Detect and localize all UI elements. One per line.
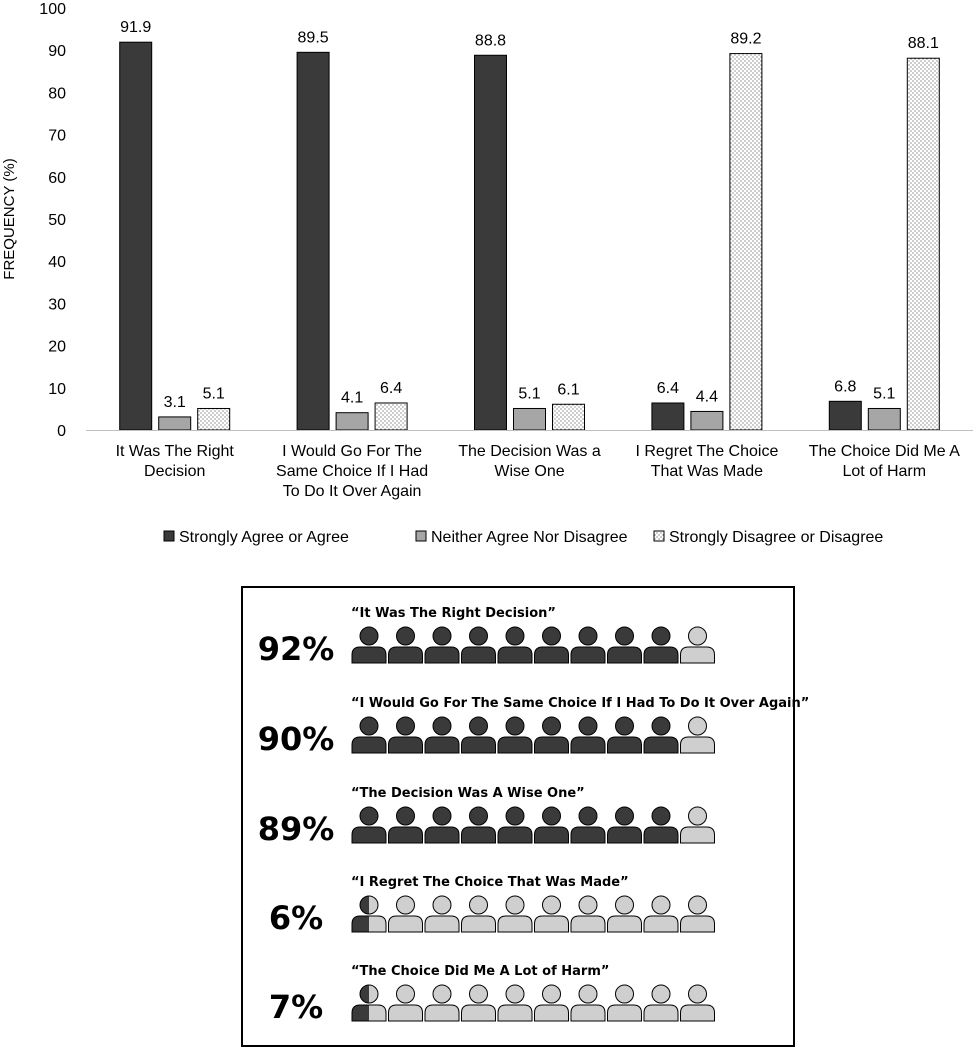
person-icon xyxy=(571,807,605,843)
infographic-percent: 7% xyxy=(268,988,324,1026)
person-icon xyxy=(498,807,532,843)
person-icon xyxy=(352,807,386,843)
bar xyxy=(553,404,585,430)
person-icon xyxy=(352,985,386,1021)
bar xyxy=(475,55,507,430)
y-axis-title: FREQUENCY (%) xyxy=(1,158,18,280)
bar xyxy=(375,403,407,430)
person-icon xyxy=(644,807,678,843)
person-icon xyxy=(462,985,496,1021)
person-icon xyxy=(644,627,678,663)
person-icon xyxy=(498,985,532,1021)
person-icon xyxy=(425,985,459,1021)
person-icons xyxy=(351,716,716,754)
data-label: 6.1 xyxy=(557,381,580,399)
bar xyxy=(829,401,861,430)
y-tick-label: 40 xyxy=(48,254,66,272)
person-icon xyxy=(681,985,715,1021)
person-icon xyxy=(462,807,496,843)
infographic-statement: “The Decision Was A Wise One” xyxy=(351,786,585,801)
people-infographic xyxy=(241,586,810,1047)
data-label: 5.1 xyxy=(518,385,541,403)
person-icon xyxy=(535,717,569,753)
y-tick-label: 80 xyxy=(48,85,66,103)
data-label: 89.2 xyxy=(730,30,762,48)
bar xyxy=(297,52,329,430)
person-icon xyxy=(389,807,423,843)
bar xyxy=(514,408,546,430)
person-icon xyxy=(608,985,642,1021)
person-icon xyxy=(352,717,386,753)
person-icons xyxy=(351,895,716,933)
person-icon xyxy=(352,896,386,932)
data-label: 5.1 xyxy=(202,385,225,403)
y-tick-label: 100 xyxy=(39,1,66,18)
person-icon xyxy=(608,627,642,663)
person-icon xyxy=(535,627,569,663)
infographic-percent: 92% xyxy=(257,630,335,668)
person-icon xyxy=(608,896,642,932)
legend-label: Strongly Disagree or Disagree xyxy=(669,529,884,546)
x-axis xyxy=(86,431,973,501)
bar xyxy=(120,42,152,430)
person-icon xyxy=(425,717,459,753)
person-icon xyxy=(352,627,386,663)
person-icon xyxy=(425,807,459,843)
person-icons xyxy=(351,626,716,664)
infographic-row xyxy=(243,964,793,1044)
bar xyxy=(652,403,684,430)
person-icon xyxy=(681,717,715,753)
person-icon xyxy=(389,896,423,932)
y-tick-label: 50 xyxy=(48,212,66,229)
infographic-row xyxy=(243,606,793,686)
bar xyxy=(159,417,191,430)
person-icon xyxy=(462,717,496,753)
infographic-statement: “It Was The Right Decision” xyxy=(351,606,556,621)
person-icon xyxy=(644,985,678,1021)
person-icon xyxy=(571,985,605,1021)
x-tick-label: The Decision Was a Wise One xyxy=(458,443,601,480)
person-icon xyxy=(535,807,569,843)
person-icon xyxy=(389,717,423,753)
legend xyxy=(164,529,883,546)
legend-label: Strongly Agree or Agree xyxy=(179,529,349,546)
person-icon xyxy=(498,896,532,932)
person-icon xyxy=(389,627,423,663)
infographic-statement: “I Would Go For The Same Choice If I Had To Do It Over Again” xyxy=(351,696,810,711)
person-icon xyxy=(608,807,642,843)
bar xyxy=(691,411,723,430)
person-icon xyxy=(498,717,532,753)
person-icon xyxy=(425,627,459,663)
bar xyxy=(868,408,900,430)
infographic-percent: 89% xyxy=(257,810,335,848)
person-icon xyxy=(535,985,569,1021)
y-tick-label: 20 xyxy=(48,338,66,356)
person-icon xyxy=(571,896,605,932)
y-tick-label: 0 xyxy=(57,423,66,440)
bar xyxy=(198,408,230,430)
person-icons xyxy=(351,806,716,844)
person-icon xyxy=(498,627,532,663)
person-icon xyxy=(681,807,715,843)
person-icons xyxy=(351,984,716,1022)
infographic-row xyxy=(243,786,793,866)
legend-swatch xyxy=(654,531,664,541)
person-icon xyxy=(571,627,605,663)
data-label: 3.1 xyxy=(163,393,186,411)
person-icon xyxy=(571,717,605,753)
person-icon xyxy=(535,896,569,932)
infographic-row xyxy=(243,696,810,776)
person-icon xyxy=(681,896,715,932)
bar xyxy=(907,58,939,430)
infographic-row xyxy=(243,875,793,955)
data-label: 6.8 xyxy=(834,378,857,396)
y-axis xyxy=(1,1,66,440)
bar xyxy=(336,413,368,430)
y-tick-label: 10 xyxy=(48,380,66,398)
infographic-statement: “I Regret The Choice That Was Made” xyxy=(351,875,629,890)
data-label: 6.4 xyxy=(656,379,680,397)
person-icon xyxy=(389,985,423,1021)
person-icon xyxy=(425,896,459,932)
x-tick-label: The Choice Did Me A Lot of Harm xyxy=(808,443,960,480)
person-icon xyxy=(681,627,715,663)
x-tick-label: I Would Go For The Same Choice If I Had To Do It Over Again xyxy=(276,443,429,500)
data-label: 4.1 xyxy=(340,389,364,407)
data-label: 88.8 xyxy=(474,32,507,50)
x-tick-label: It Was The Right Decision xyxy=(115,443,234,480)
person-icon xyxy=(644,896,678,932)
data-label: 5.1 xyxy=(873,385,896,403)
y-tick-label: 60 xyxy=(48,169,66,187)
person-icon xyxy=(462,627,496,663)
legend-swatch xyxy=(164,531,174,541)
y-tick-label: 90 xyxy=(48,43,66,61)
data-label: 6.4 xyxy=(379,379,403,397)
bar xyxy=(730,54,762,430)
person-icon xyxy=(644,717,678,753)
y-tick-label: 30 xyxy=(48,296,66,314)
legend-label: Neither Agree Nor Disagree xyxy=(431,529,628,546)
person-icon xyxy=(462,896,496,932)
infographic-percent: 90% xyxy=(257,720,335,758)
legend-swatch xyxy=(416,531,426,541)
y-tick-label: 70 xyxy=(48,127,66,145)
data-label: 4.4 xyxy=(695,388,719,406)
infographic-statement: “The Choice Did Me A Lot of Harm” xyxy=(351,964,610,979)
person-icon xyxy=(608,717,642,753)
data-label: 89.5 xyxy=(297,29,329,47)
data-label: 88.1 xyxy=(907,35,939,53)
bars xyxy=(120,19,940,430)
x-tick-label: I Regret The Choice That Was Made xyxy=(635,443,779,480)
infographic-percent: 6% xyxy=(268,899,324,937)
data-label: 91.9 xyxy=(120,19,152,37)
